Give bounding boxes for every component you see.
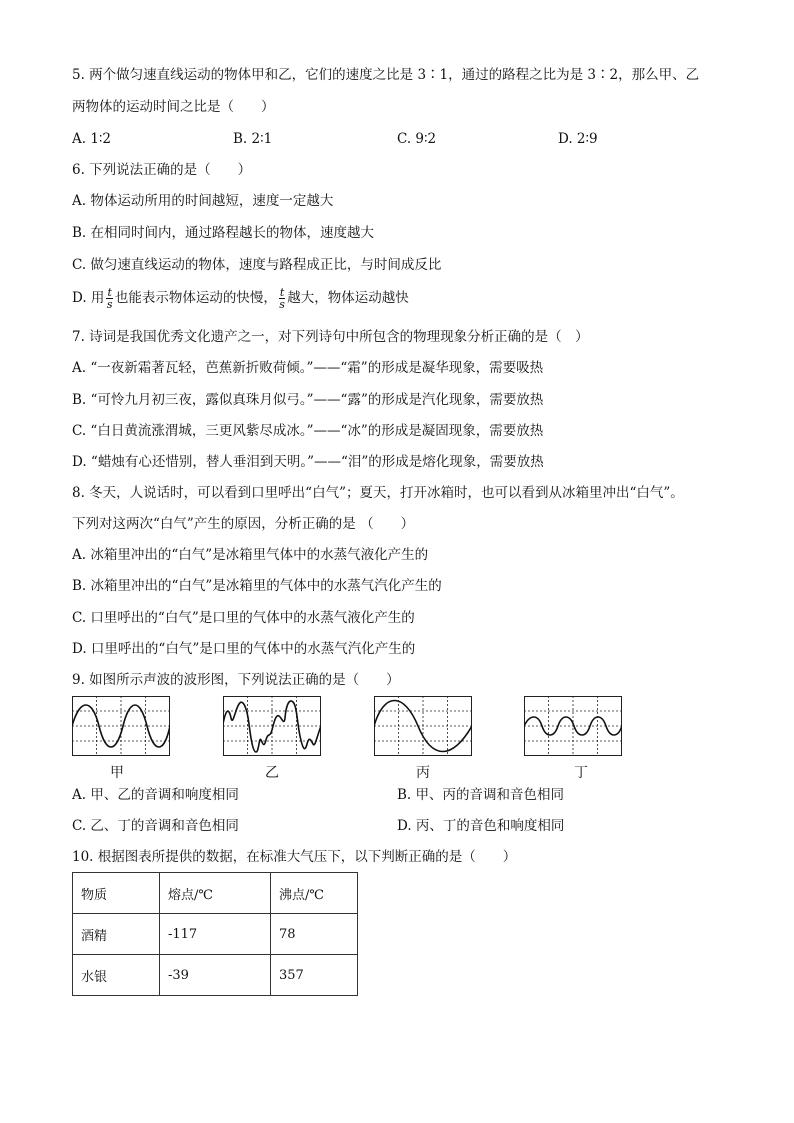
table-cell: -117 [160, 914, 271, 955]
t-over-s-fraction [279, 287, 285, 310]
q7-stem: 7. 诗词是我国优秀文化遗产之一，对下列诗句中所包含的物理现象分析正确的是（ ） [72, 329, 589, 345]
waveform-label-yi: 乙 [265, 765, 279, 781]
q5-stem-line1: 5. 两个做匀速直线运动的物体甲和乙，它们的速度之比是 3∶1，通过的路程之比为是 3∶2，那么甲、乙 [72, 67, 700, 83]
q5-option-d: D. 2∶9 [558, 131, 598, 147]
waveform-jia [72, 696, 170, 756]
q7-option-c: C. “白日黄流涨渭城，三更风紫尽成冰。”——“冰”的形成是凝固现象，需要放热 [72, 423, 544, 439]
table-cell: 78 [271, 914, 358, 955]
q6-option-d [72, 284, 409, 312]
t-over-s-fraction [106, 287, 112, 310]
q6-stem: 6. 下列说法正确的是（ ） [72, 162, 252, 178]
table-row [73, 914, 358, 955]
fraction-numerator: t [107, 286, 112, 299]
waveform-label-bing: 丙 [416, 765, 430, 781]
fraction-denominator: s [279, 298, 285, 311]
q9-option-a: A. 甲、乙的音调和响度相同 [72, 787, 239, 803]
q5-stem-line2: 两物体的运动时间之比是（ ） [72, 99, 275, 115]
q7-option-d: D. “蜡烛有心还惜别，替人垂泪到天明。”——“泪”的形成是熔化现象，需要放热 [72, 454, 544, 470]
q5-option-c: C. 9∶2 [397, 131, 437, 147]
q9-option-c: C. 乙、丁的音调和音色相同 [72, 818, 239, 834]
table-header-cell: 物质 [73, 873, 160, 914]
q6-option-d-suffix: 越大，物体运动越快 [287, 290, 409, 306]
q8-stem-line1: 8. 冬天，人说话时，可以看到口里呼出“白气”；夏天，打开冰箱时，也可以看到从冰箱里冲出“白气”。 [72, 485, 684, 501]
table-cell: 酒精 [73, 914, 160, 955]
q7-option-a: A. “一夜新霜著瓦轻，芭蕉新折败荷倾。”——“霜”的形成是凝华现象，需要吸热 [72, 360, 544, 376]
table-cell: 水银 [73, 955, 160, 996]
fraction-denominator: s [106, 298, 113, 311]
q9-option-d: D. 丙、丁的音色和响度相同 [397, 818, 565, 834]
q8-option-d: D. 口里呼出的“白气”是口里的气体中的水蒸气汽化产生的 [72, 641, 416, 657]
q9-option-b: B. 甲、丙的音调和音色相同 [397, 787, 565, 803]
q8-option-a: A. 冰箱里冲出的“白气”是冰箱里气体中的水蒸气液化产生的 [72, 547, 429, 563]
waveform-bing [374, 696, 472, 756]
table-header-row [73, 873, 358, 914]
q6-option-d-middle: 也能表示物体运动的快慢， [114, 290, 277, 306]
table-cell: 357 [271, 955, 358, 996]
table-cell: -39 [160, 955, 271, 996]
q6-option-a: A. 物体运动所用的时间越短，速度一定越大 [72, 193, 334, 209]
table-header-cell: 沸点/℃ [271, 873, 358, 914]
waveform-label-jia: 甲 [110, 765, 124, 781]
melting-boiling-table [72, 872, 358, 996]
q6-option-c: C. 做匀速直线运动的物体，速度与路程成正比，与时间成反比 [72, 257, 442, 273]
waveform-label-ding: 丁 [574, 765, 588, 781]
table-row [73, 955, 358, 996]
q10-stem: 10. 根据图表所提供的数据，在标准大气压下，以下判断正确的是（ ） [72, 849, 517, 865]
q9-stem: 9. 如图所示声波的波形图，下列说法正确的是（ ） [72, 672, 400, 688]
waveform-yi [223, 696, 321, 756]
table-header-cell: 熔点/℃ [160, 873, 271, 914]
q5-option-a: A. 1∶2 [72, 131, 112, 147]
fraction-numerator: t [279, 286, 285, 299]
q6-option-b: B. 在相同时间内，通过路程越长的物体，速度越大 [72, 225, 375, 241]
q8-option-c: C. 口里呼出的“白气”是口里的气体中的水蒸气液化产生的 [72, 610, 415, 626]
q8-option-b: B. 冰箱里冲出的“白气”是冰箱里的气体中的水蒸气汽化产生的 [72, 578, 442, 594]
q7-option-b: B. “可怜九月初三夜，露似真珠月似弓。”——“露”的形成是汽化现象，需要放热 [72, 392, 544, 408]
q5-option-b: B. 2∶1 [233, 131, 273, 147]
q8-stem-line2: 下列对这两次“白气”产生的原因，分析正确的是 （ ） [72, 516, 415, 532]
waveform-ding [524, 696, 622, 756]
q6-option-d-prefix: D. 用 [72, 290, 105, 306]
